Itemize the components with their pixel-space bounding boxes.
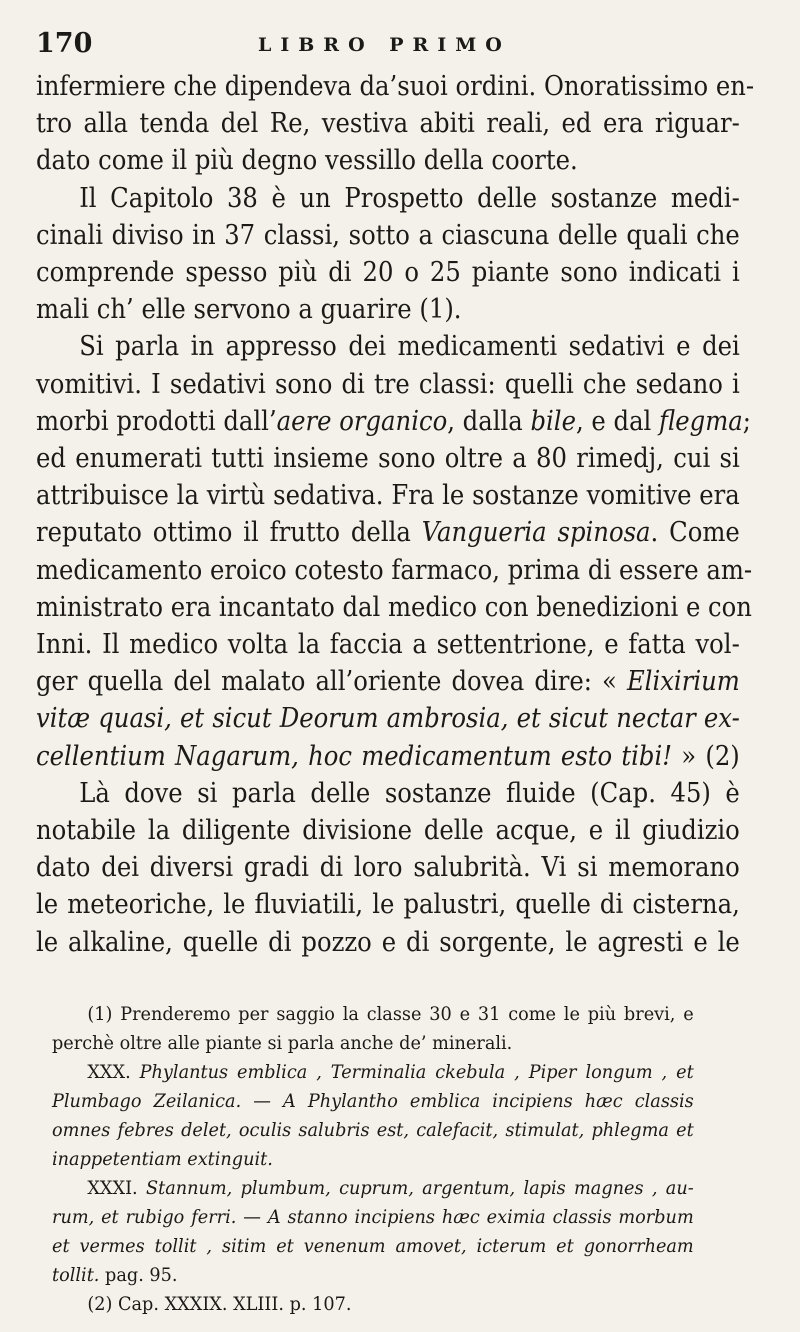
text-line: Inni. Il medico volta la faccia a settentrione, e fatta vol- — [36, 629, 740, 661]
text-line: medicamento eroico cotesto farmaco, prima di essere am- — [36, 554, 753, 586]
text-run: pag. 95. — [99, 1264, 178, 1286]
italic-term: , et sicut Deorum ambrosia — [164, 703, 501, 735]
italic-text: Stannum, plumbum, cuprum, argentum, lapis magnes , au- — [146, 1177, 694, 1199]
text-line — [36, 403, 751, 440]
footnote-xxx-line — [52, 1145, 694, 1174]
text-line: notabile la diligente divisione delle acque, e il giudizio — [36, 815, 740, 847]
text-line: ed enumerati tutti insieme sono oltre a 80 rimedj, cui si — [36, 443, 740, 475]
text-line: attribuisce la virtù sedativa. Fra le sostanze vomitive era — [36, 480, 740, 512]
text-run: reputato ottimo il frutto della — [36, 517, 422, 549]
italic-text: Plumbago Zeilanica. — A Phylantho emblica incipiens hæc classis — [52, 1090, 694, 1112]
italic-term: flegma — [659, 405, 743, 437]
footnote-1-line: perchè oltre alle piante si parla anche de’ minerali. — [52, 1032, 513, 1054]
italic-term: , et sicut nectar ex- — [500, 703, 740, 735]
body-text — [36, 68, 755, 961]
footnote-xxxi-line — [52, 1203, 694, 1232]
italic-term: bile — [530, 405, 576, 437]
italic-term: Elixirium — [626, 666, 740, 698]
italic-term: cellentium Nagarum — [36, 740, 292, 772]
italic-term: Vangueria spinosa — [421, 517, 651, 549]
footnote-xxx-line — [52, 1087, 694, 1116]
text-line: le meteoriche, le fluviatili, le palustri, quelle di cisterna, — [36, 889, 740, 921]
class-label: XXXI. — [87, 1177, 147, 1199]
text-run: ger quella del malato all’oriente dovea dire: « — [36, 666, 627, 698]
footnote-xxxi-line — [52, 1232, 694, 1261]
footnote-xxxi-line — [52, 1261, 694, 1290]
footnote-class-xxx — [52, 1058, 694, 1087]
text-run: morbi prodotti dall’ — [36, 405, 277, 437]
text-line: cinali diviso in 37 classi, sotto a ciascuna delle quali che — [36, 219, 740, 251]
italic-term: aere organico — [276, 405, 448, 437]
footnote-1-line: (1) Prenderemo per saggio la classe 30 e 31 come le più brevi, e — [87, 1003, 694, 1025]
text-line: Là dove si parla delle sostanze fluide (Cap. 45) è — [79, 777, 740, 809]
italic-text: rum, et rubigo ferri. — A stanno incipiens hæc eximia classis morbum — [52, 1206, 694, 1228]
page-number: 170 — [36, 28, 93, 59]
book-page — [36, 28, 755, 961]
text-line: comprende spesso più di 20 o 25 piante sono indicati i — [36, 257, 740, 289]
italic-text: inappetentiam extinguit. — [52, 1148, 273, 1170]
text-line: Si parla in appresso dei medicamenti sedativi e dei — [79, 331, 740, 363]
text-run: » (2) — [672, 740, 740, 772]
class-label: XXX. — [87, 1061, 140, 1083]
text-run: , dalla — [447, 405, 531, 437]
italic-term: vitæ quasi — [36, 703, 165, 735]
text-line: infermiere che dipendeva da’suoi ordini. Onoratissimo en- — [36, 71, 755, 102]
running-head — [36, 28, 740, 68]
text-line — [36, 700, 740, 737]
running-title: LIBRO PRIMO — [258, 34, 511, 56]
footnotes — [52, 1000, 694, 1319]
text-line: dato come il più degno vessillo della coorte. — [36, 145, 578, 177]
text-line: le alkaline, quelle di pozzo e di sorgente, le agresti e le — [36, 926, 740, 958]
italic-text: tollit. — [52, 1264, 100, 1286]
italic-text: omnes febres delet, oculis salubris est, calefacit, stimulat, phlegma et — [52, 1119, 694, 1141]
text-line — [36, 514, 740, 551]
text-line: tro alla tenda del Re, vestiva abiti reali, ed era riguar- — [36, 108, 740, 140]
footnote-xxx-line — [52, 1116, 694, 1145]
italic-term: , hoc medicamentum esto tibi! — [291, 740, 673, 772]
text-run: . Come — [650, 517, 740, 549]
text-run: ; — [742, 405, 751, 437]
text-run: , e dal — [575, 405, 660, 437]
text-line: Il Capitolo 38 è un Prospetto delle sostanze medi- — [79, 182, 740, 214]
text-line — [36, 738, 740, 775]
footnote-class-xxxi — [52, 1174, 694, 1203]
footnote-2: (2) Cap. XXXIX. XLIII. p. 107. — [87, 1293, 352, 1315]
italic-text: et vermes tollit , sitim et venenum amovet, icterum et gonorrheam — [52, 1235, 694, 1257]
text-line: dato dei diversi gradi di loro salubrità. Vi si memorano — [36, 852, 740, 884]
italic-text: Phylantus emblica , Terminalia ckebula , Piper longum , et — [139, 1061, 694, 1083]
text-line: vomitivi. I sedativi sono di tre classi: quelli che sedano i — [36, 368, 740, 400]
text-line: mali ch’ elle servono a guarire (1). — [36, 294, 462, 326]
text-line — [36, 663, 740, 700]
text-line: ministrato era incantato dal medico con benedizioni e con — [36, 591, 752, 623]
